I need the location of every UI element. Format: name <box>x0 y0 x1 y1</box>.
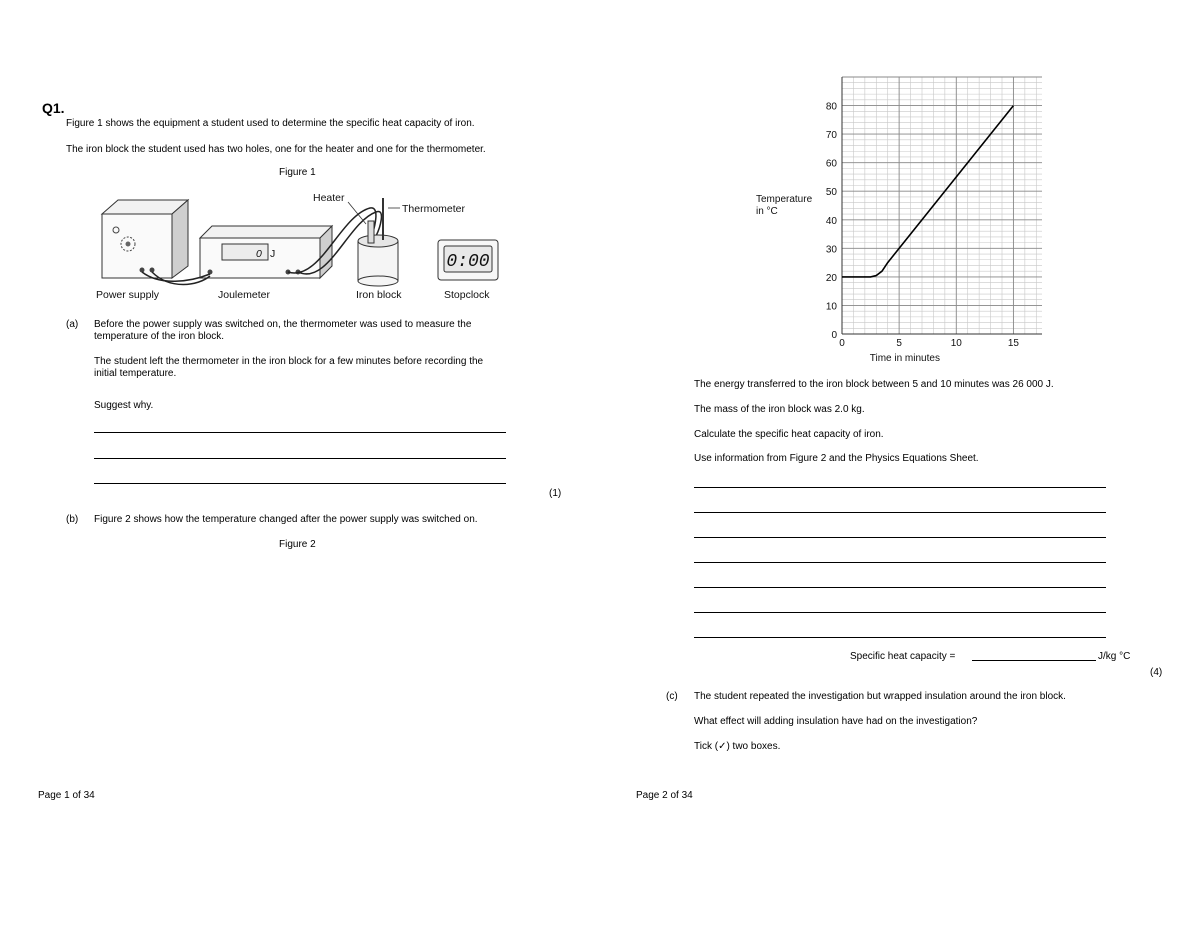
stopclock-reading: 0:00 <box>446 252 490 272</box>
part-a-label: (a) <box>66 319 79 330</box>
intro-text-2: The iron block the student used has two holes, one for the heater and one for the thermometer. <box>66 144 486 155</box>
y-tick-label: 20 <box>825 272 837 284</box>
y-tick-label: 70 <box>825 130 837 142</box>
x-tick-label: 10 <box>950 338 962 349</box>
answer-line-b1[interactable] <box>694 487 1106 488</box>
y-tick-label: 0 <box>831 330 837 341</box>
answer-line-b3[interactable] <box>694 537 1106 538</box>
part-a-line2: temperature of the iron block. <box>94 331 225 342</box>
iron-block-label: Iron block <box>356 289 402 301</box>
answer-line-b2[interactable] <box>694 512 1106 513</box>
question-number: Q1. <box>42 100 65 116</box>
p2-line2: The mass of the iron block was 2.0 kg. <box>694 404 865 415</box>
figure2-chart <box>740 70 1060 370</box>
part-c-line1: The student repeated the investigation but wrapped insulation around the iron block. <box>694 691 1066 702</box>
joulemeter-reading: 0 <box>256 248 262 260</box>
answer-line-b5[interactable] <box>694 587 1106 588</box>
answer-label: Specific heat capacity = <box>850 651 956 662</box>
y-tick-label: 30 <box>825 244 837 256</box>
chart-major-grid <box>842 77 1042 334</box>
x-axis-label: Time in minutes <box>869 353 940 364</box>
joulemeter-image <box>200 226 332 278</box>
answer-line-b6[interactable] <box>694 612 1106 613</box>
power-supply-image <box>102 200 188 278</box>
x-tick-label: 15 <box>1007 338 1019 349</box>
joulemeter-unit: J <box>270 248 276 260</box>
part-c-label: (c) <box>666 691 678 702</box>
chart-minor-grid <box>842 77 1042 334</box>
power-supply-label: Power supply <box>96 289 160 301</box>
answer-input-line[interactable] <box>972 660 1096 661</box>
part-b-label: (b) <box>66 514 79 525</box>
page1-footer: Page 1 of 34 <box>38 790 95 801</box>
heater-label: Heater <box>313 192 345 204</box>
thermometer-label: Thermometer <box>402 203 466 215</box>
part-a-line1: Before the power supply was switched on, the thermometer was used to measure the <box>94 319 472 330</box>
intro-text-1: Figure 1 shows the equipment a student used to determine the specific heat capacity of iron. <box>66 118 475 129</box>
part-a-line3: The student left the thermometer in the iron block for a few minutes before recording the <box>94 356 484 367</box>
p2-line1: The energy transferred to the iron block between 5 and 10 minutes was 26 000 J. <box>694 379 1054 390</box>
joulemeter-label: Joulemeter <box>218 289 270 301</box>
part-c-line3: Tick (✓) two boxes. <box>694 741 781 752</box>
y-tick-label: 50 <box>825 187 837 199</box>
x-tick-label: 5 <box>896 338 902 349</box>
figure1-title: Figure 1 <box>279 167 316 178</box>
p2-line3: Calculate the specific heat capacity of iron. <box>694 429 884 440</box>
part-a-line4: initial temperature. <box>94 368 177 379</box>
y-tick-label: 80 <box>825 101 837 113</box>
figure1-diagram <box>90 186 520 306</box>
part-a-prompt: Suggest why. <box>94 400 154 411</box>
part-b-text: Figure 2 shows how the temperature changed after the power supply was switched on. <box>94 514 478 525</box>
stopclock-label: Stopclock <box>444 289 490 301</box>
answer-line-a3[interactable] <box>94 483 506 484</box>
answer-line-b4[interactable] <box>694 562 1106 563</box>
p2-line4: Use information from Figure 2 and the Physics Equations Sheet. <box>694 453 979 464</box>
answer-line-a2[interactable] <box>94 458 506 459</box>
part-a-marks: (1) <box>549 488 562 499</box>
y-tick-label: 60 <box>825 158 837 170</box>
y-tick-label: 40 <box>825 215 837 227</box>
y-axis-label: Temperature <box>756 194 813 205</box>
y-axis-label-line2: in °C <box>756 206 778 217</box>
y-tick-label: 10 <box>825 301 837 313</box>
x-tick-label: 0 <box>839 338 845 349</box>
figure2-title: Figure 2 <box>279 539 316 550</box>
p2-marks: (4) <box>1150 667 1163 678</box>
part-c-line2: What effect will adding insulation have had on the investigation? <box>694 716 978 727</box>
answer-unit: J/kg °C <box>1098 651 1131 662</box>
answer-line-b7[interactable] <box>694 637 1106 638</box>
page2-footer: Page 2 of 34 <box>636 790 693 801</box>
answer-line-a1[interactable] <box>94 432 506 433</box>
